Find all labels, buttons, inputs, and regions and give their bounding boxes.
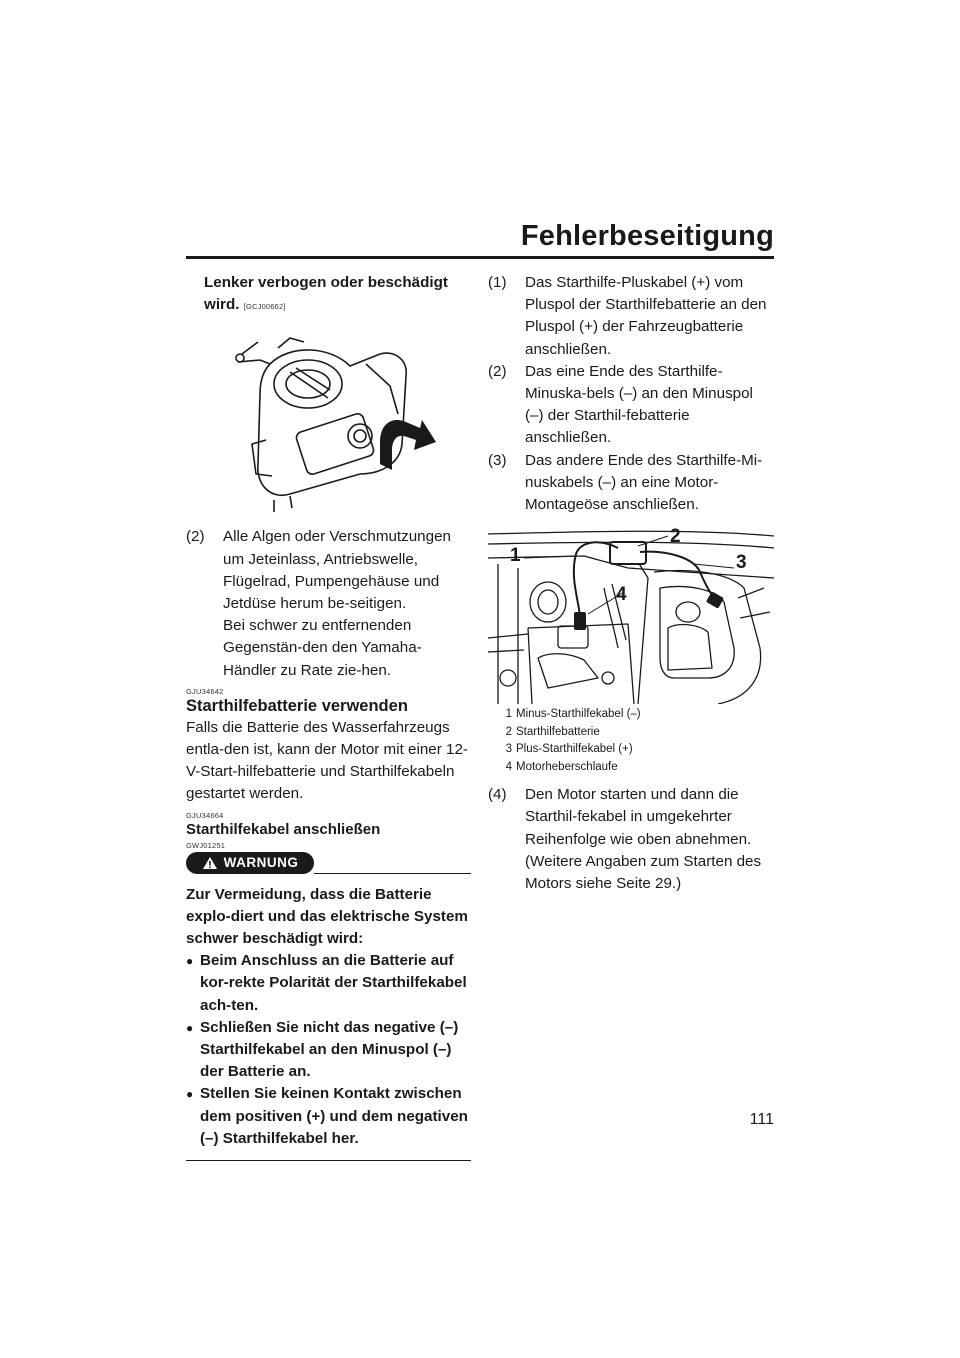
warning-bullet-text: Beim Anschluss an die Batterie auf kor-rekte Polarität der Starthilfekabel ach-ten. xyxy=(200,952,467,1014)
section-body: Falls die Batterie des Wasserfahrzeugs entla-den ist, kann der Motor mit einer 12-V-Start-hilfebatterie und Starthilfekabeln gestartet werden. xyxy=(186,718,468,803)
step-text: Das eine Ende des Starthilfe-Minuska-bels (–) an den Minuspol (–) der Starthil-febatterie anschließen. xyxy=(525,362,753,447)
warning-end-rule xyxy=(186,1160,471,1161)
jet-pump-illustration xyxy=(230,324,440,520)
warning-code: GWJ01251 xyxy=(186,840,226,850)
rotation-arrow-icon xyxy=(380,420,436,470)
intro-line-2 xyxy=(186,294,471,318)
page-header xyxy=(186,222,774,259)
left-column xyxy=(186,272,471,1161)
warning-rule xyxy=(314,873,471,874)
caption-number: 1 xyxy=(505,708,512,721)
page-number: 111 xyxy=(749,1111,774,1128)
warning-bullet-text: Stellen Sie keinen Kontakt zwischen dem positiven (+) und dem negativen (–) Starthilfekabel her. xyxy=(200,1085,468,1147)
intro-line-1: Lenker verbogen oder beschädigt xyxy=(204,274,448,291)
warning-body xyxy=(186,884,471,1150)
caption-item xyxy=(498,706,774,724)
step-number: (4) xyxy=(488,786,507,804)
warning-header xyxy=(186,852,471,874)
warning-bullet xyxy=(186,950,471,1017)
figure-captions xyxy=(488,706,774,776)
callout-2: 2 xyxy=(670,528,681,548)
step-number: (2) xyxy=(488,362,507,380)
caption-number: 4 xyxy=(505,760,512,773)
warning-bullet xyxy=(186,1017,471,1084)
bullet-icon: ● xyxy=(186,1020,194,1035)
step-number: (1) xyxy=(488,274,507,291)
step-number: (2) xyxy=(186,528,205,546)
caption-item xyxy=(498,724,774,742)
callout-4: 4 xyxy=(616,584,627,606)
callout-1: 1 xyxy=(510,545,521,567)
bullet-icon: ● xyxy=(186,1087,194,1102)
bullet-icon: ● xyxy=(186,954,194,969)
callout-3: 3 xyxy=(736,552,747,574)
step-2-left xyxy=(186,526,471,681)
right-column xyxy=(488,272,774,895)
section-heading: Starthilfebatterie verwenden xyxy=(186,696,408,715)
warning-intro: Zur Vermeidung, dass die Batterie explo-diert und das elektrische System schwer beschädigt wird: xyxy=(186,885,468,948)
caption-text: Minus-Starthilfekabel (–) xyxy=(516,708,641,721)
step-text: Das andere Ende des Starthilfe-Mi-nuskabels (–) an eine Motor-Montageöse anschließen. xyxy=(525,451,763,514)
subsection-heading: Starthilfekabel anschließen xyxy=(186,820,381,838)
step-number: (3) xyxy=(488,451,507,469)
jump-start-illustration xyxy=(488,528,774,704)
warning-bullet xyxy=(186,1083,471,1150)
step-text: Den Motor starten und dann die Starthil-fekabel in umgekehrter Reihenfolge wie oben abnehmen. (Weitere Angaben zum Starten des Motors siehe Seite 29.) xyxy=(525,786,762,893)
step-3 xyxy=(488,450,774,517)
caption-item xyxy=(498,759,774,777)
subsection-code: GJU34664 xyxy=(186,810,224,820)
step-4 xyxy=(488,784,774,895)
step-text-2: Bei schwer zu entfernenden Gegenstän-den den Yamaha-Händler zu Rate zie-hen. xyxy=(223,617,422,679)
caption-number: 2 xyxy=(505,725,512,738)
step-text-1: Alle Algen oder Verschmutzungen um Jeteinlass, Antriebswelle, Flügelrad, Pumpengehäuse und Jetdüse herum be-seitigen. xyxy=(223,528,451,613)
engine-bay-drawing xyxy=(488,528,774,704)
section-code: GJU34642 xyxy=(186,686,224,696)
warning-bullet-text: Schließen Sie nicht das negative (–) Starthilfekabel an den Minuspol (–) der Batterie an. xyxy=(200,1018,459,1081)
caption-text: Starthilfebatterie xyxy=(516,725,600,738)
step-text xyxy=(223,526,471,681)
caption-item xyxy=(498,741,774,759)
intro-line-2-text: wird. xyxy=(204,296,240,314)
caption-text: Motorheberschlaufe xyxy=(516,760,618,773)
page-title: Fehlerbeseitigung xyxy=(520,220,774,252)
warning-badge xyxy=(186,852,314,874)
jet-pump-drawing xyxy=(230,324,440,520)
warning-label: WARNUNG xyxy=(223,855,299,871)
caption-number: 3 xyxy=(505,743,512,756)
notice-code: [GCJ00662] xyxy=(243,302,286,312)
step-1 xyxy=(488,272,774,361)
caption-text: Plus-Starthilfekabel (+) xyxy=(516,743,633,756)
warning-triangle-icon xyxy=(202,856,218,870)
step-2 xyxy=(488,361,774,450)
step-text: Das Starthilfe-Pluskabel (+) vom Pluspol der Starthilfebatterie an den Pluspol (+) der Fahrzeugbatterie anschließen. xyxy=(525,274,767,358)
